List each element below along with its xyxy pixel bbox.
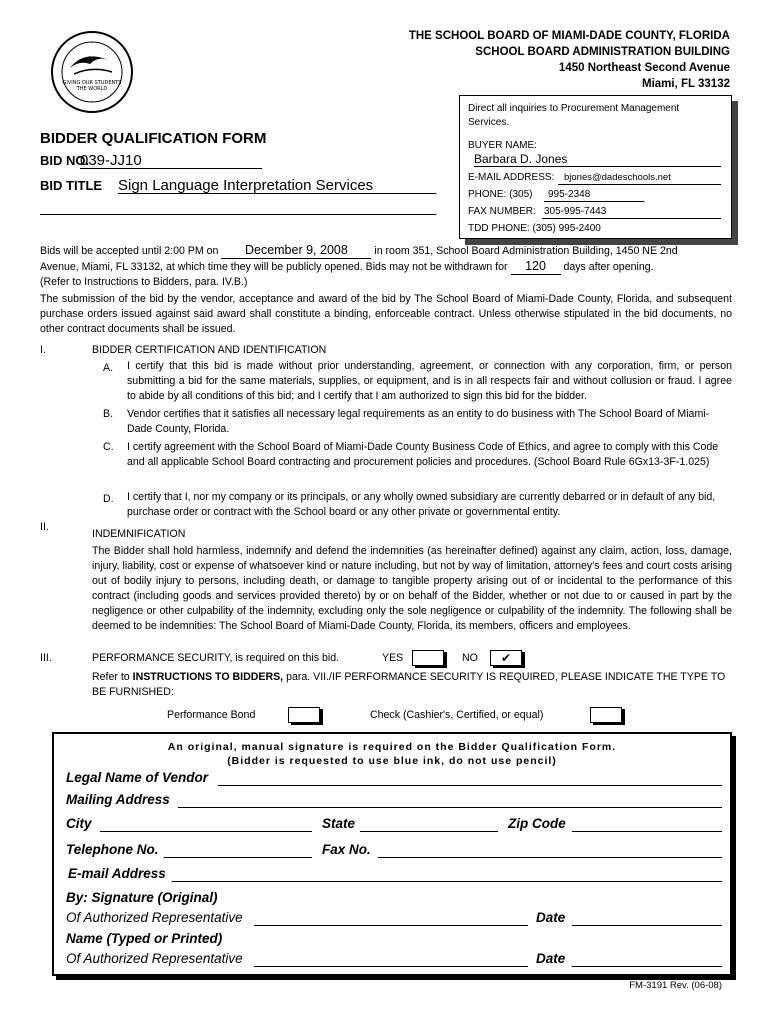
state-field[interactable] xyxy=(360,831,498,832)
email-row xyxy=(468,172,723,186)
bids-text-e: (Refer to Instructions to Bidders, para. IV.B.) xyxy=(40,276,248,288)
fax-no-field[interactable] xyxy=(378,857,722,858)
item-c-letter: C. xyxy=(103,441,114,453)
section-1-heading: BIDDER CERTIFICATION AND IDENTIFICATION xyxy=(92,344,327,356)
bid-no-field[interactable] xyxy=(80,152,262,169)
header-address xyxy=(409,28,730,92)
city-field[interactable] xyxy=(100,831,312,832)
school-board-seal-icon xyxy=(50,30,134,114)
item-c-text: I certify agreement with the School Board of Miami-Dade County Business Code of Ethics, and agree to comply with this Code and all applicable School Board contracting and procurement policies and procedures. (School Board Rule 6Gx13-3F-1.025) xyxy=(127,441,719,468)
withdraw-days-field[interactable] xyxy=(511,259,561,275)
yes-checkbox[interactable] xyxy=(412,650,444,666)
bid-title-line-2[interactable] xyxy=(40,214,436,215)
date-field-2[interactable] xyxy=(572,966,722,967)
phone-label: PHONE: (305) xyxy=(468,189,533,200)
signature-field[interactable] xyxy=(254,925,528,926)
buyer-label: BUYER NAME: xyxy=(468,140,537,151)
section-2-number: II. xyxy=(40,521,49,533)
section-2-heading: INDEMNIFICATION xyxy=(92,528,186,540)
submission-paragraph: The submission of the bid by the vendor, acceptance and award of the bid by The School Board of Miami-Dade County, Florida, and subsequent purchase orders issued against said award shall constitute a binding, enforceable contract. Unless otherwise stipulated in the bid documents, no other contract documents shall be issued. xyxy=(40,293,732,335)
bids-text-b: in room 351, School Board Administration Building, 1450 NE 2nd xyxy=(374,245,678,257)
withdraw-days-value: 120 xyxy=(525,259,546,273)
bid-no-label: BID NO. xyxy=(40,153,90,168)
phone-row xyxy=(468,189,723,203)
refer-text-a: Refer to xyxy=(92,671,133,683)
bid-date-field[interactable] xyxy=(221,243,371,259)
fax-label: FAX NUMBER: xyxy=(468,206,536,217)
refer-text-b: INSTRUCTIONS TO BIDDERS, xyxy=(132,671,284,683)
form-number: FM-3191 Rev. (06-08) xyxy=(629,980,722,991)
date-label-2: Date xyxy=(536,951,566,966)
email-address-label: E-mail Address xyxy=(68,866,166,881)
email-field[interactable] xyxy=(558,172,721,185)
buyer-name-value: Barbara D. Jones xyxy=(474,152,568,166)
bids-text-a: Bids will be accepted until 2:00 PM on xyxy=(40,245,219,257)
signature-notice xyxy=(54,740,730,768)
zip-code-label: Zip Code xyxy=(508,816,566,831)
bid-title-field[interactable] xyxy=(118,177,436,194)
bid-no-row xyxy=(40,152,270,170)
performance-security-instructions xyxy=(92,670,732,700)
bids-text-d: days after opening. xyxy=(563,261,654,273)
bids-paragraph xyxy=(40,243,732,290)
indemnification-text: The Bidder shall hold harmless, indemnify and defend the indemnities (as hereinafter defined) against any claim, action, loss, damage, injury, liability, cost or expense of whatsoever kind or nature including, but not by way of limitation, attorney's fees and court costs arising out of bodily injury to persons, including death, or damage to tangible property arising out of or incidental to the performance of this contract (including goods and services provided thereto) by or on behalf of the Bidder, whether or not due to or caused in part by the negligence or other culpability of the indemnity, excluding only the sole negligence or culpability of the indemnity. The following shall be deemed to be indemnities: The School Board of Miami-Dade County, Florida, its members, officers and employees. xyxy=(92,545,732,632)
inquiries-intro: Direct all inquiries to Procurement Management Services. xyxy=(468,103,680,128)
authorized-rep-label-2: Of Authorized Representative xyxy=(66,951,243,966)
bid-no-value: 039-JJ10 xyxy=(80,152,142,169)
fax-value: 305-995-7443 xyxy=(544,206,607,217)
performance-bond-label: Performance Bond xyxy=(167,709,256,721)
header-line-2: SCHOOL BOARD ADMINISTRATION BUILDING xyxy=(475,46,730,58)
check-mark-icon: ✔ xyxy=(500,651,512,665)
no-label: NO xyxy=(462,652,478,664)
svg-text:GIVING OUR STUDENTS: GIVING OUR STUDENTS xyxy=(62,80,122,86)
date-field-1[interactable] xyxy=(572,925,722,926)
signature-notice-2: (Bidder is requested to use blue ink, do not use pencil) xyxy=(227,755,557,767)
section-3-heading: PERFORMANCE SECURITY, is required on this bid. xyxy=(92,652,340,664)
telephone-field[interactable] xyxy=(164,857,312,858)
tdd-phone: TDD PHONE: (305) 995-2400 xyxy=(468,223,601,234)
bid-title-label: BID TITLE xyxy=(40,178,103,193)
check-checkbox[interactable] xyxy=(590,707,622,723)
legal-name-label: Legal Name of Vendor xyxy=(66,770,209,785)
section-1-number: I. xyxy=(40,344,46,356)
name-typed-label: Name (Typed or Printed) xyxy=(66,931,223,946)
item-b-letter: B. xyxy=(103,408,114,420)
header-line-1: THE SCHOOL BOARD OF MIAMI-DADE COUNTY, FLORIDA xyxy=(408,30,730,42)
email-address-field[interactable] xyxy=(172,881,722,882)
fax-row xyxy=(468,206,723,220)
item-d-text: I certify that I, nor my company or its principals, or any wholly owned subsidiary are currently debarred or in default of any bid, purchase order or contract with the School board or any other private or governmental entity. xyxy=(127,491,716,518)
city-label: City xyxy=(66,816,92,831)
signature-box xyxy=(52,732,732,976)
header-line-3: 1450 Northeast Second Avenue xyxy=(558,62,730,74)
printed-name-field[interactable] xyxy=(254,966,528,967)
bid-date-value: December 9, 2008 xyxy=(244,243,348,257)
authorized-rep-label-1: Of Authorized Representative xyxy=(66,910,243,925)
telephone-label: Telephone No. xyxy=(66,842,159,857)
phone-field[interactable] xyxy=(544,189,644,202)
date-label-1: Date xyxy=(536,910,566,925)
buyer-name-field[interactable] xyxy=(474,152,721,167)
bid-title-value: Sign Language Interpretation Services xyxy=(118,177,374,194)
mailing-address-field[interactable] xyxy=(178,807,722,808)
state-label: State xyxy=(322,816,356,831)
mailing-address-label: Mailing Address xyxy=(66,792,170,807)
refer-text-c: para. VII./IF PERFORMANCE SECURITY IS REQUIRED, PLEASE INDICATE THE TYPE TO BE FURNISHED: xyxy=(92,671,726,698)
header-line-4: Miami, FL 33132 xyxy=(642,78,730,90)
bid-title-row xyxy=(40,177,440,195)
performance-bond-checkbox[interactable] xyxy=(288,707,320,723)
check-label: Check (Cashier's, Certified, or equal) xyxy=(370,709,544,721)
yes-label: YES xyxy=(382,652,404,664)
signature-notice-1: An original, manual signature is required on the Bidder Qualification Form. xyxy=(167,741,617,753)
item-d-letter: D. xyxy=(103,493,114,505)
svg-text:THE WORLD: THE WORLD xyxy=(76,86,108,92)
section-3-number: III. xyxy=(40,652,52,664)
no-checkbox[interactable] xyxy=(490,650,522,666)
form-title: BIDDER QUALIFICATION FORM xyxy=(40,130,267,147)
legal-name-field[interactable] xyxy=(218,785,722,786)
phone-value: 995-2348 xyxy=(548,189,591,200)
item-a-letter: A. xyxy=(103,362,114,374)
inquiries-box xyxy=(459,95,732,239)
item-a-text: I certify that this bid is made without prior understanding, agreement, or connection with any corporation, firm, or person submitting a bid for the same materials, supplies, or equipment, and is in all respects fair and without collusion or fraud. I agree to abide by all conditions of this bid; and I certify that I am authorized to sign this bid for the bidder. xyxy=(127,360,732,402)
email-value: bjones@dadeschools.net xyxy=(564,172,671,183)
fax-no-label: Fax No. xyxy=(322,842,371,857)
signature-label: By: Signature (Original) xyxy=(66,890,218,905)
bids-text-c: Avenue, Miami, FL 33132, at which time they will be publicly opened. Bids may not be withdrawn for xyxy=(40,261,508,273)
item-b-text: Vendor certifies that it satisfies all necessary legal requirements as an entity to do business with The School Board of Miami-Dade County, Florida. xyxy=(127,408,710,435)
zip-code-field[interactable] xyxy=(572,831,722,832)
email-label: E-MAIL ADDRESS: xyxy=(468,172,555,183)
fax-field[interactable] xyxy=(542,206,721,219)
